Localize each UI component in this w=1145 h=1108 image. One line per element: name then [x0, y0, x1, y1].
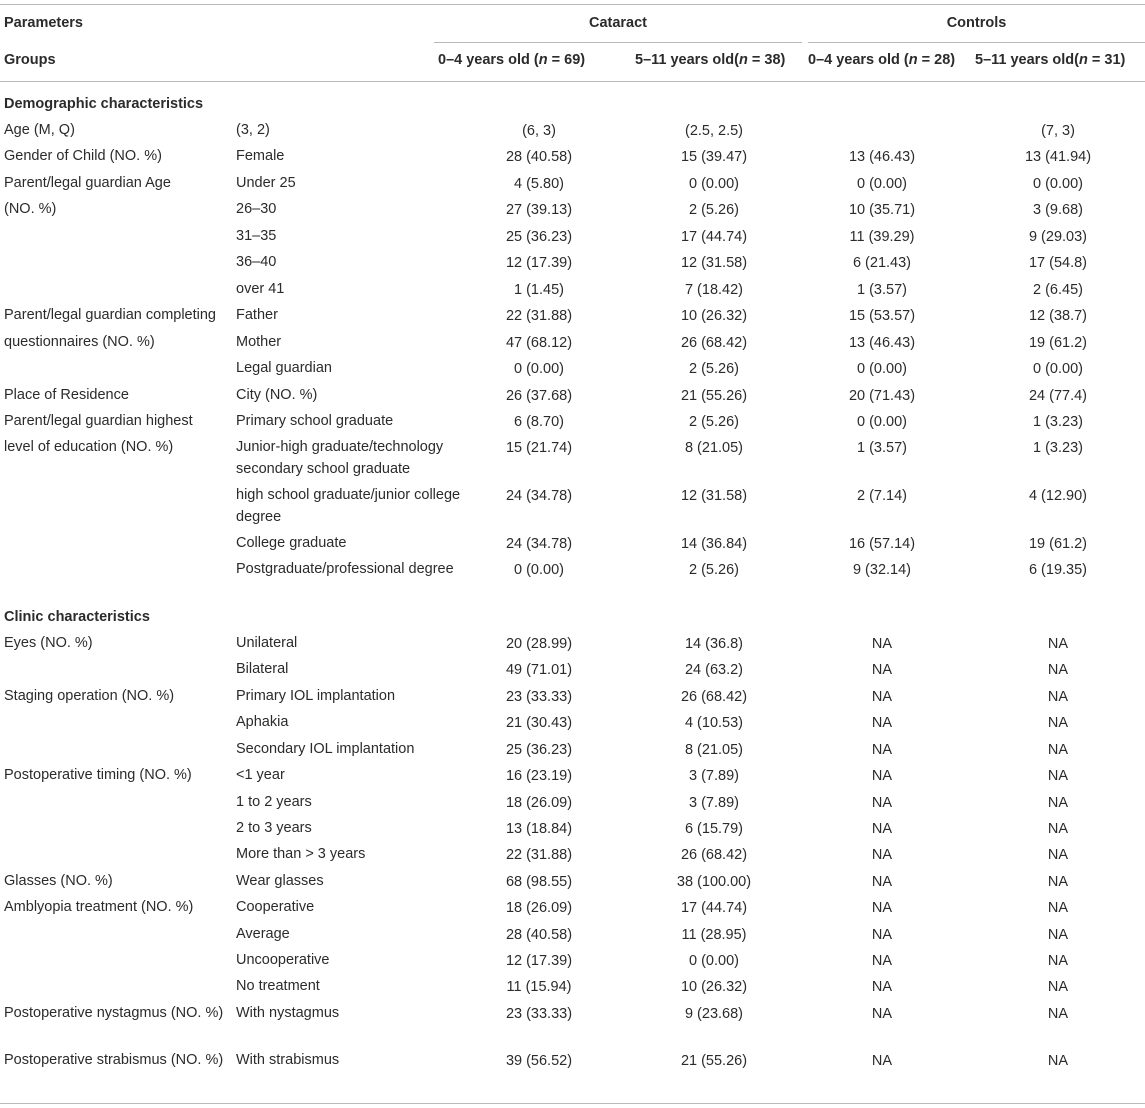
- table-cell: (6, 3): [522, 123, 556, 139]
- table-cell: 2 (5.26): [689, 414, 739, 430]
- table-cell: 24 (63.2): [684, 662, 744, 678]
- table-cell: 21 (55.26): [680, 388, 748, 404]
- row-parameter: Postoperative timing (NO. %): [4, 767, 192, 783]
- table-cell: NA: [871, 662, 893, 678]
- row-parameter: Staging operation (NO. %): [4, 688, 175, 704]
- table-cell: 18 (26.09): [505, 795, 573, 811]
- column-header-controls-0-4: 0–4 years old (n = 28): [808, 52, 956, 68]
- table-cell: 16 (23.19): [505, 768, 573, 784]
- table-cell: 21 (55.26): [680, 1053, 748, 1069]
- table-cell: 1 (3.23): [1033, 414, 1083, 430]
- table-cell: 2 (7.14): [857, 488, 907, 504]
- row-parameter: Parent/legal guardian highest: [4, 413, 193, 429]
- row-group: Primary school graduate: [236, 413, 394, 429]
- table-cell: 27 (39.13): [505, 202, 573, 218]
- table-cell: 17 (44.74): [680, 900, 748, 916]
- table-cell: 12 (31.58): [680, 488, 748, 504]
- cataract-group-rule: [434, 42, 802, 43]
- table-cell: 3 (7.89): [689, 768, 739, 784]
- table-cell: NA: [871, 689, 893, 705]
- table-cell: 1 (3.23): [1033, 440, 1083, 456]
- row-group: 36–40: [236, 254, 277, 270]
- table-cell: NA: [1047, 874, 1069, 890]
- table-cell: 47 (68.12): [505, 335, 573, 351]
- row-group: With strabismus: [236, 1052, 340, 1068]
- table-cell: NA: [871, 874, 893, 890]
- table-cell: 15 (53.57): [848, 308, 916, 324]
- row-group: Aphakia: [236, 714, 289, 730]
- table-cell: 20 (28.99): [505, 636, 573, 652]
- table-cell: 0 (0.00): [857, 414, 907, 430]
- row-group: (3, 2): [236, 122, 270, 138]
- top-rule: [0, 4, 1145, 5]
- table-cell: 6 (21.43): [852, 255, 912, 271]
- table-cell: NA: [1047, 927, 1069, 943]
- table-cell: 10 (26.32): [680, 308, 748, 324]
- controls-header: Controls: [946, 15, 1007, 31]
- row-group: Father: [236, 307, 278, 323]
- table-cell: 17 (44.74): [680, 229, 748, 245]
- table-cell: 2 (5.26): [689, 202, 739, 218]
- row-group: Mother: [236, 334, 282, 350]
- table-cell: NA: [871, 636, 893, 652]
- row-parameter: questionnaires (NO. %): [4, 334, 155, 350]
- table-cell: NA: [871, 979, 893, 995]
- row-group: 1 to 2 years: [236, 794, 312, 810]
- table-cell: 39 (56.52): [505, 1053, 573, 1069]
- groups-header: Groups: [4, 52, 56, 68]
- table-cell: 15 (39.47): [680, 149, 748, 165]
- controls-group-rule: [808, 42, 1145, 43]
- table-cell: 26 (37.68): [505, 388, 573, 404]
- row-group: Wear glasses: [236, 873, 324, 889]
- table-cell: NA: [1047, 1006, 1069, 1022]
- row-group: Bilateral: [236, 661, 289, 677]
- table-cell: 6 (8.70): [514, 414, 564, 430]
- row-parameter: level of education (NO. %): [4, 439, 174, 455]
- table-cell: 18 (26.09): [505, 900, 573, 916]
- row-group: Cooperative: [236, 899, 315, 915]
- table-cell: 25 (36.23): [505, 229, 573, 245]
- table-cell: 26 (68.42): [680, 335, 748, 351]
- table-cell: 1 (1.45): [514, 282, 564, 298]
- row-group: Postgraduate/professional degree: [236, 561, 454, 577]
- table-cell: 12 (31.58): [680, 255, 748, 271]
- column-header-cataract-0-4: 0–4 years old (n = 69): [438, 52, 586, 68]
- table-cell: 3 (9.68): [1033, 202, 1083, 218]
- table-cell: 25 (36.23): [505, 742, 573, 758]
- table-cell: 0 (0.00): [514, 562, 564, 578]
- table-cell: 0 (0.00): [1033, 176, 1083, 192]
- row-group: <1 year: [236, 767, 285, 783]
- table-cell: NA: [1047, 1053, 1069, 1069]
- table-cell: 22 (31.88): [505, 308, 573, 324]
- table-cell: 8 (21.05): [684, 440, 744, 456]
- table-cell: NA: [1047, 768, 1069, 784]
- table-cell: 1 (3.57): [857, 282, 907, 298]
- table-cell: NA: [1047, 979, 1069, 995]
- row-parameter: (NO. %): [4, 201, 57, 217]
- table-cell: 11 (15.94): [506, 979, 572, 995]
- table-cell: 24 (77.4): [1028, 388, 1088, 404]
- table-cell: 19 (61.2): [1028, 536, 1088, 552]
- table-cell: 11 (39.29): [849, 229, 915, 245]
- table-cell: 0 (0.00): [1033, 361, 1083, 377]
- table-cell: 13 (41.94): [1024, 149, 1092, 165]
- parameters-header: Parameters: [4, 15, 83, 31]
- table-cell: 23 (33.33): [505, 1006, 573, 1022]
- table-cell: 22 (31.88): [505, 847, 573, 863]
- table-cell: NA: [1047, 900, 1069, 916]
- table-cell: 17 (54.8): [1028, 255, 1088, 271]
- table-cell: NA: [1047, 821, 1069, 837]
- table-cell: NA: [1047, 689, 1069, 705]
- table-cell: 49 (71.01): [505, 662, 573, 678]
- table-cell: 24 (34.78): [505, 536, 573, 552]
- table-cell: 28 (40.58): [505, 927, 573, 943]
- table-cell: 2 (6.45): [1033, 282, 1083, 298]
- row-parameter: Age (M, Q): [4, 122, 75, 138]
- table-cell: 9 (32.14): [852, 562, 912, 578]
- table-cell: NA: [1047, 742, 1069, 758]
- table-cell: 2 (5.26): [689, 562, 739, 578]
- table-cell: NA: [871, 927, 893, 943]
- section-title: Clinic characteristics: [4, 609, 150, 625]
- table-cell: 0 (0.00): [857, 361, 907, 377]
- row-group: College graduate: [236, 535, 347, 551]
- row-parameter: Glasses (NO. %): [4, 873, 113, 889]
- table-cell: 14 (36.84): [680, 536, 748, 552]
- row-group: With nystagmus: [236, 1005, 340, 1021]
- header-rule: [0, 81, 1145, 82]
- table-cell: 12 (38.7): [1028, 308, 1088, 324]
- table-cell: 9 (29.03): [1028, 229, 1088, 245]
- row-parameter: Place of Residence: [4, 387, 129, 403]
- table-cell: NA: [871, 1053, 893, 1069]
- table-cell: 19 (61.2): [1028, 335, 1088, 351]
- table-cell: NA: [1047, 847, 1069, 863]
- table-cell: 11 (28.95): [681, 927, 747, 943]
- table-cell: 2 (5.26): [689, 361, 739, 377]
- row-group: 26–30: [236, 201, 277, 217]
- row-group: Uncooperative: [236, 952, 330, 968]
- row-group: More than > 3 years: [236, 846, 366, 862]
- table-cell: NA: [871, 768, 893, 784]
- table-cell: NA: [1047, 795, 1069, 811]
- table-cell: 7 (18.42): [684, 282, 744, 298]
- table-cell: NA: [871, 953, 893, 969]
- row-group: Secondary IOL implantation: [236, 741, 415, 757]
- table-cell: NA: [1047, 953, 1069, 969]
- table-cell: 6 (15.79): [684, 821, 744, 837]
- table-cell: (2.5, 2.5): [684, 123, 744, 139]
- table-cell: 4 (12.90): [1028, 488, 1088, 504]
- table-cell: 9 (23.68): [684, 1006, 744, 1022]
- table-cell: NA: [871, 1006, 893, 1022]
- table-cell: NA: [871, 900, 893, 916]
- row-group: Junior-high graduate/technology secondary school graduate: [236, 439, 444, 477]
- table-cell: 24 (34.78): [505, 488, 573, 504]
- table-cell: 14 (36.8): [684, 636, 744, 652]
- row-group: Primary IOL implantation: [236, 688, 396, 704]
- table-cell: 13 (46.43): [848, 335, 916, 351]
- column-header-cataract-5-11: 5–11 years old(n = 38): [635, 52, 786, 68]
- row-parameter: Parent/legal guardian completing: [4, 307, 216, 323]
- row-group: Average: [236, 926, 290, 942]
- table-cell: 21 (30.43): [505, 715, 573, 731]
- table-cell: NA: [871, 821, 893, 837]
- table-cell: (7, 3): [1041, 123, 1075, 139]
- table-cell: 0 (0.00): [689, 953, 739, 969]
- table-cell: 10 (26.32): [680, 979, 748, 995]
- table-cell: 1 (3.57): [857, 440, 907, 456]
- row-group: City (NO. %): [236, 387, 318, 403]
- table-cell: 3 (7.89): [689, 795, 739, 811]
- row-parameter: Postoperative nystagmus (NO. %): [4, 1005, 224, 1021]
- table-cell: 13 (46.43): [848, 149, 916, 165]
- row-group: over 41: [236, 281, 285, 297]
- row-group: 31–35: [236, 228, 277, 244]
- column-header-controls-5-11: 5–11 years old(n = 31): [975, 52, 1126, 68]
- table-cell: NA: [1047, 715, 1069, 731]
- table-cell: 38 (100.00): [676, 874, 752, 890]
- row-parameter: Gender of Child (NO. %): [4, 148, 162, 164]
- row-group: Female: [236, 148, 285, 164]
- table-cell: 10 (35.71): [848, 202, 916, 218]
- table-cell: NA: [1047, 636, 1069, 652]
- table-cell: 0 (0.00): [857, 176, 907, 192]
- table-cell: NA: [871, 847, 893, 863]
- row-group: Unilateral: [236, 635, 298, 651]
- table-cell: 28 (40.58): [505, 149, 573, 165]
- table-cell: 4 (10.53): [684, 715, 744, 731]
- table-cell: NA: [871, 795, 893, 811]
- table-cell: NA: [1047, 662, 1069, 678]
- row-group: No treatment: [236, 978, 320, 994]
- row-parameter: Eyes (NO. %): [4, 635, 93, 651]
- table-cell: NA: [871, 742, 893, 758]
- row-group: high school graduate/junior college degree: [236, 487, 461, 525]
- table-cell: 16 (57.14): [848, 536, 916, 552]
- table-cell: 20 (71.43): [848, 388, 916, 404]
- table-cell: 0 (0.00): [689, 176, 739, 192]
- row-parameter: Postoperative strabismus (NO. %): [4, 1052, 224, 1068]
- table-cell: 4 (5.80): [514, 176, 564, 192]
- table-cell: 13 (18.84): [505, 821, 573, 837]
- table-cell: 23 (33.33): [505, 689, 573, 705]
- table-cell: 15 (21.74): [505, 440, 573, 456]
- section-title: Demographic characteristics: [4, 96, 204, 112]
- table-cell: 12 (17.39): [505, 953, 573, 969]
- table-cell: 26 (68.42): [680, 689, 748, 705]
- row-parameter: Parent/legal guardian Age: [4, 175, 171, 191]
- table-cell: 68 (98.55): [505, 874, 573, 890]
- row-group: Legal guardian: [236, 360, 332, 376]
- cataract-header: Cataract: [588, 15, 648, 31]
- table-cell: 8 (21.05): [684, 742, 744, 758]
- table-cell: 26 (68.42): [680, 847, 748, 863]
- table-cell: NA: [871, 715, 893, 731]
- table-cell: 12 (17.39): [505, 255, 573, 271]
- row-group: Under 25: [236, 175, 296, 191]
- row-parameter: Amblyopia treatment (NO. %): [4, 899, 194, 915]
- row-group: 2 to 3 years: [236, 820, 312, 836]
- table-cell: 0 (0.00): [514, 361, 564, 377]
- bottom-rule: [0, 1103, 1145, 1104]
- table-cell: 6 (19.35): [1028, 562, 1088, 578]
